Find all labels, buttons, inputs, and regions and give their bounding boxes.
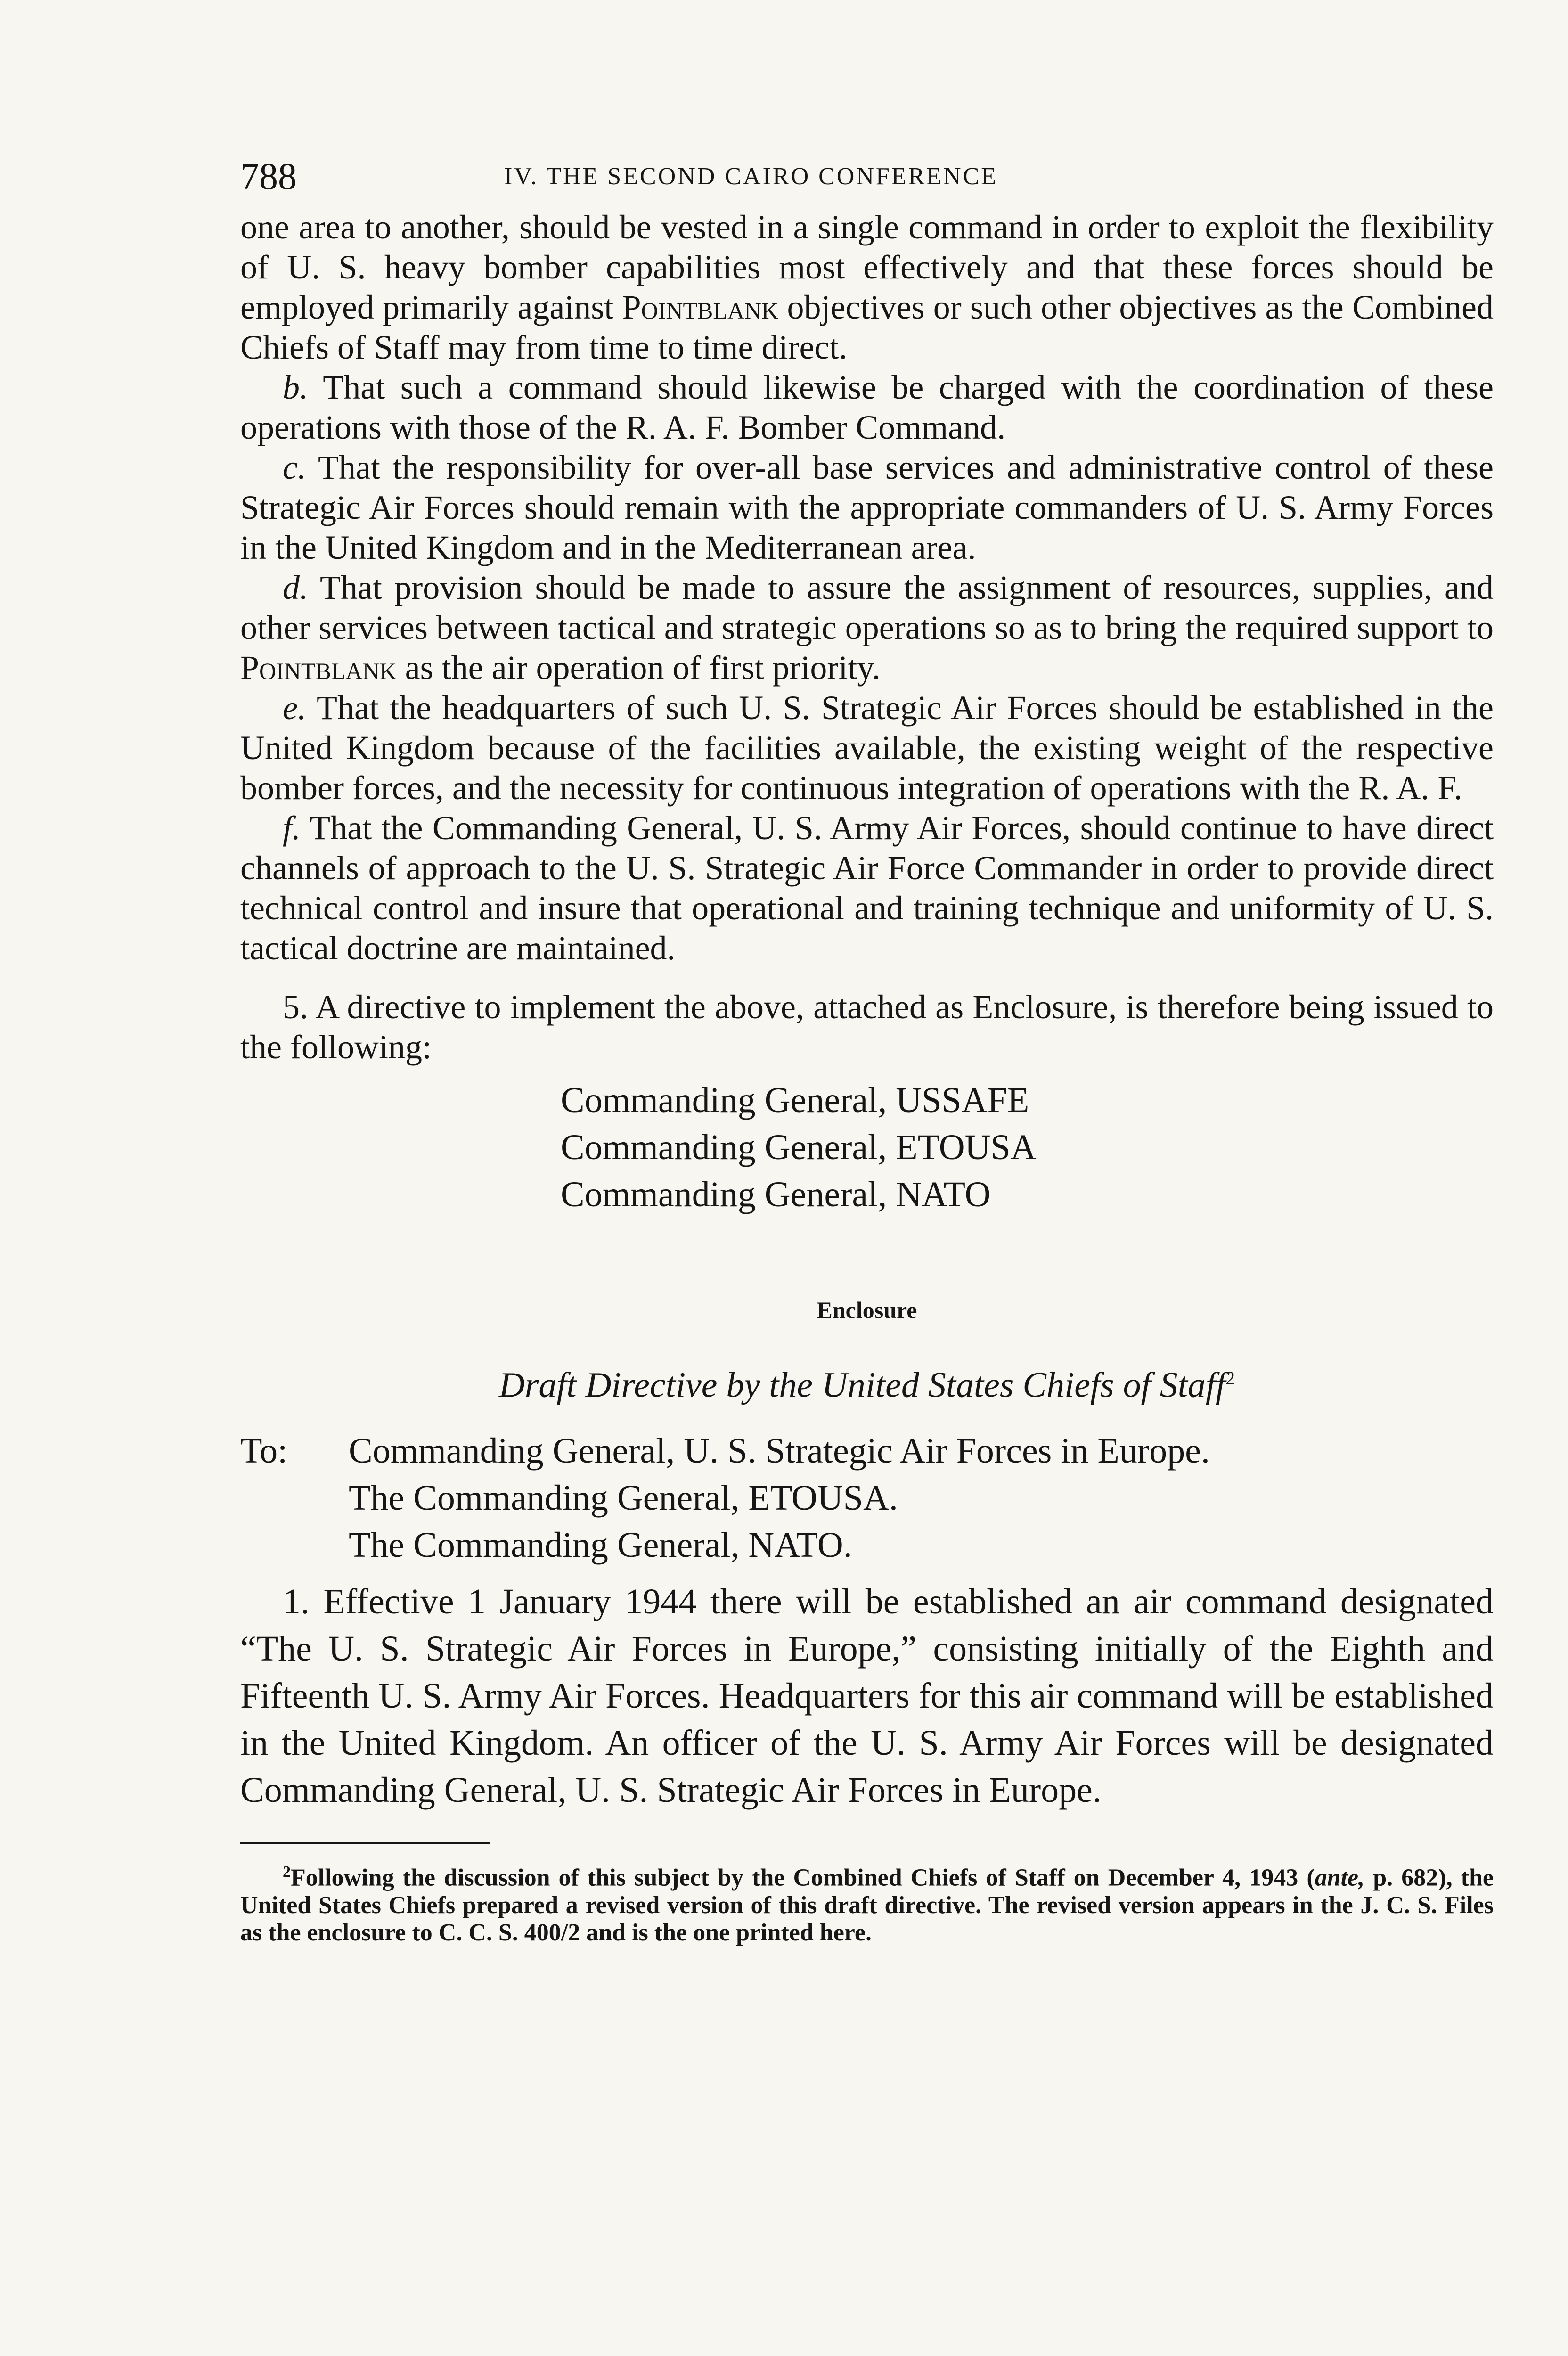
continuation-text-2: objectives or such other objectives as the Combined Chiefs of Staff may from time to time direct. xyxy=(240,288,1494,366)
addressee-list xyxy=(349,1427,1210,1569)
item-b-label: b. xyxy=(283,368,308,406)
directive-paragraph-1: 1. Effective 1 January 1944 there will be established an air command designated “The U. S. Strategic Air Forces in Europe,” consisting initially of the Eighth and Fifteenth U. S. Army Air Forces. Headquarters for this air command will be established in the United Kingdom. An officer of the U. S. Army Air Forces will be designated Commanding General, U. S. Strategic Air Forces in Europe. xyxy=(240,1582,1494,1810)
page-header xyxy=(240,155,1494,207)
item-d-text-1: That provision should be made to assure the assignment of resources, supplies, and other services between tactical and strategic operations so as to bring the required support to xyxy=(240,569,1494,646)
continuation-text-1: one area to another, should be vested in a single command in order to exploit the flexibility of U. S. heavy bomber capabilities most effectively and that these forces should be employed primarily against xyxy=(240,208,1494,326)
continuation-paragraph xyxy=(240,207,1494,368)
item-f-text: That the Commanding General, U. S. Army Air Forces, should continue to have direct channels of approach to the U. S. Strategic Air Force Commander in order to provide direct technical control and insure that operational and training technique and uniformity of U. S. tactical doctrine are maintained. xyxy=(240,809,1494,967)
item-d-text-2: as the air operation of first priority. xyxy=(396,649,881,687)
item-d xyxy=(240,568,1494,688)
item-e-label: e. xyxy=(283,689,306,727)
item-d-label: d. xyxy=(283,569,308,606)
to-label: To: xyxy=(240,1431,288,1471)
running-head: IV. THE SECOND CAIRO CONFERENCE xyxy=(504,163,998,190)
item-f xyxy=(240,808,1494,968)
addressee-line: The Commanding General, ETOUSA. xyxy=(349,1478,898,1518)
recipient-line: Commanding General, NATO xyxy=(561,1175,991,1214)
addressee-line: Commanding General, U. S. Strategic Air Forces in Europe. xyxy=(349,1431,1210,1471)
item-f-label: f. xyxy=(283,809,301,847)
recipient-line: Commanding General, ETOUSA xyxy=(561,1128,1037,1167)
recipient-line: Commanding General, USSAFE xyxy=(561,1080,1029,1120)
recipient-list xyxy=(561,1077,1494,1218)
item-c-text: That the responsibility for over-all base services and administrative control of these Strategic Air Forces should remain with the appropriate commanders of U. S. Army Forces in the United Kingdom and in the Mediterranean area. xyxy=(240,449,1494,566)
footnote-text-2: p. 682), the United States Chiefs prepared a revised version of this draft directive. The revised version appears in the J. C. S. Files as the enclosure to C. C. S. 400/2 and is the one printed here. xyxy=(240,1864,1494,1946)
footnote-ante: ante, xyxy=(1315,1864,1365,1891)
item-b-text: That such a command should likewise be charged with the coordination of these operations with those of the R. A. F. Bomber Command. xyxy=(240,368,1494,446)
pointblank-term: Pointblank xyxy=(622,288,779,326)
item-c-label: c. xyxy=(283,449,306,486)
item-e-text: That the headquarters of such U. S. Strategic Air Forces should be established in the United Kingdom because of the facilities available, the existing weight of the respective bomber forces, and the necessity for continuous integration of operations with the R. A. F. xyxy=(240,689,1494,807)
enclosure-heading: Enclosure xyxy=(817,1297,917,1323)
draft-title-text: Draft Directive by the United States Chiefs of Staff xyxy=(498,1365,1226,1405)
addressee-block xyxy=(240,1427,1494,1569)
item-e xyxy=(240,688,1494,808)
paragraph-5: 5. A directive to implement the above, attached as Enclosure, is therefore being issued to the following: xyxy=(240,988,1494,1066)
draft-directive-title xyxy=(240,1355,1494,1408)
addressee-line: The Commanding General, NATO. xyxy=(349,1525,852,1565)
footnote xyxy=(240,1858,1494,1946)
footnote-mark: 2 xyxy=(283,1863,291,1881)
document-page xyxy=(240,155,1494,1947)
memorandum-body xyxy=(240,207,1494,1067)
pointblank-term: Pointblank xyxy=(240,649,397,687)
footnote-text-1: Following the discussion of this subject by the Combined Chiefs of Staff on December 4, 1943 ( xyxy=(291,1864,1315,1891)
item-b xyxy=(240,368,1494,448)
footnote-reference[interactable]: 2 xyxy=(1225,1367,1235,1389)
item-c xyxy=(240,448,1494,568)
footnote-divider xyxy=(240,1842,490,1844)
page-number: 788 xyxy=(240,156,297,197)
